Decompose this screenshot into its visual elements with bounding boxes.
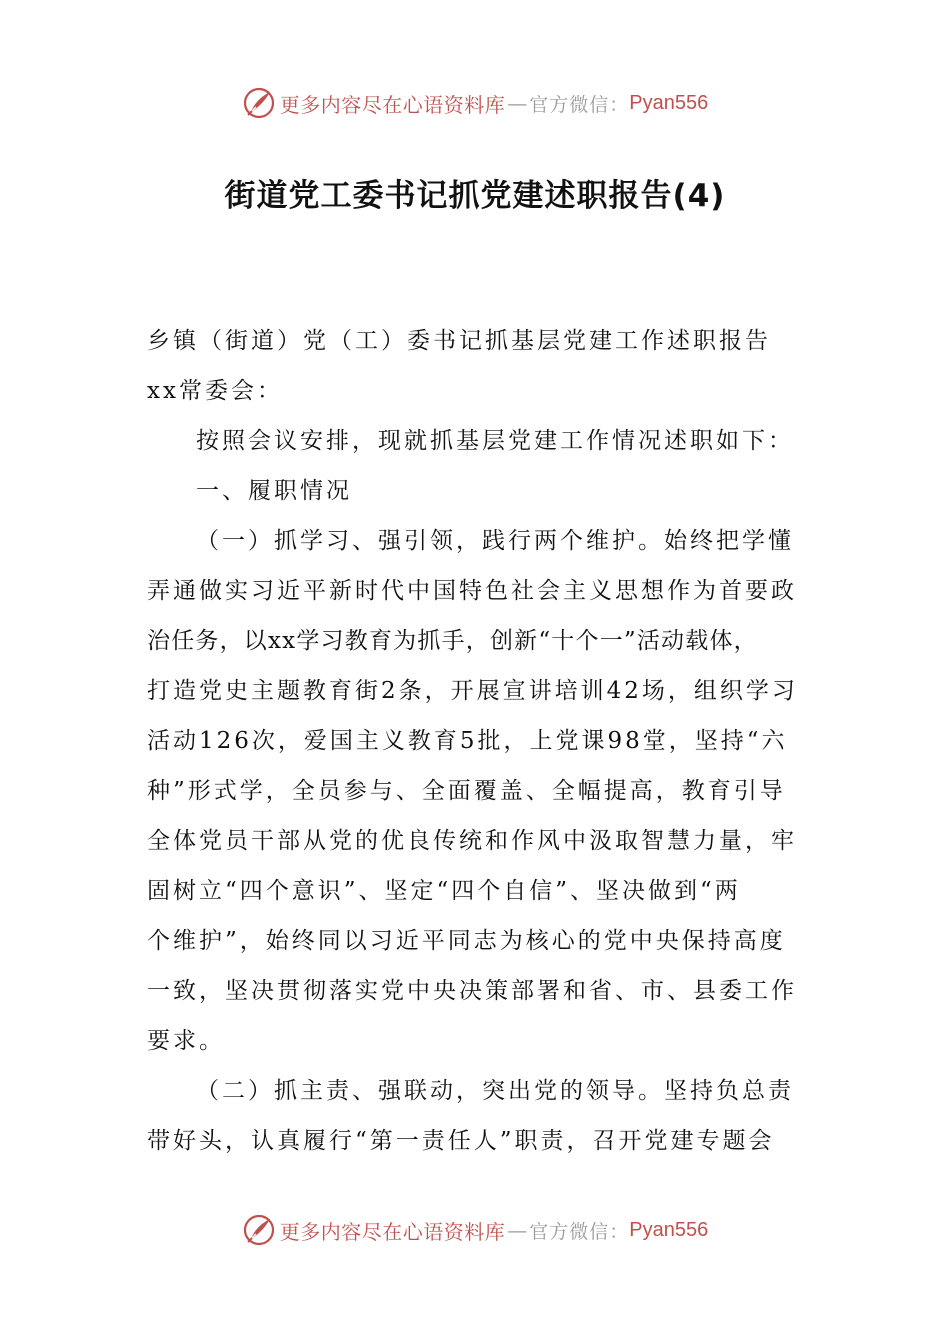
paragraph-line: 一致，坚决贯彻落实党中央决策部署和省、市、县委工作 <box>147 978 797 1004</box>
document-body <box>147 316 807 1166</box>
paragraph-line: 要求。 <box>147 1028 225 1054</box>
paragraph-line: 治任务，以xx学习教育为抓手，创新“十个一”活动载体， <box>147 628 758 654</box>
salutation: xx常委会： <box>147 378 283 404</box>
paragraph-line: （一）抓学习、强引领，践行两个维护。始终把学懂 <box>196 528 794 554</box>
paragraph-line: 活动126次，爱国主义教育5批，上党课98堂，坚持“六 <box>147 728 788 754</box>
feather-pen-logo-icon <box>242 1213 276 1247</box>
watermark-contact-label: 官方微信： <box>529 93 630 116</box>
watermark-text: 更多内容尽在心语资料库 <box>279 92 506 117</box>
paragraph-1 <box>147 516 807 1066</box>
document-subtitle: 乡镇（街道）党（工）委书记抓基层党建工作述职报告 <box>147 328 771 354</box>
watermark-contact-label: 官方微信： <box>529 1220 630 1243</box>
paragraph-line: （二）抓主责、强联动，突出党的领导。坚持负总责 <box>196 1078 794 1104</box>
paragraph-2 <box>147 1066 807 1166</box>
paragraph-line: 弄通做实习近平新时代中国特色社会主义思想作为首要政 <box>147 578 797 604</box>
watermark-contact-id: Pyan556 <box>629 91 709 114</box>
watermark-separator: — <box>507 1218 528 1242</box>
watermark-contact-id: Pyan556 <box>629 1218 709 1241</box>
section-heading: 一、履职情况 <box>196 478 352 504</box>
paragraph-line: 固树立“四个意识”、坚定“四个自信”、坚决做到“两 <box>147 878 741 904</box>
footer-watermark <box>0 1210 950 1250</box>
header-watermark <box>0 83 950 123</box>
paragraph-line: 全体党员干部从党的优良传统和作风中汲取智慧力量，牢 <box>147 828 797 854</box>
watermark-text: 更多内容尽在心语资料库 <box>279 1219 506 1244</box>
paragraph-line: 打造党史主题教育街2条，开展宣讲培训42场，组织学习 <box>147 678 798 704</box>
intro-paragraph: 按照会议安排，现就抓基层党建工作情况述职如下： <box>196 428 794 454</box>
document-title: 街道党工委书记抓党建述职报告(4) <box>224 178 726 214</box>
paragraph-line: 带好头，认真履行“第一责任人”职责，召开党建专题会 <box>147 1128 775 1154</box>
paragraph-line: 种”形式学，全员参与、全面覆盖、全幅提高，教育引导 <box>147 778 786 804</box>
watermark-separator: — <box>507 91 528 115</box>
paragraph-line: 个维护”，始终同以习近平同志为核心的党中央保持高度 <box>147 928 786 954</box>
feather-pen-logo-icon <box>242 86 276 120</box>
